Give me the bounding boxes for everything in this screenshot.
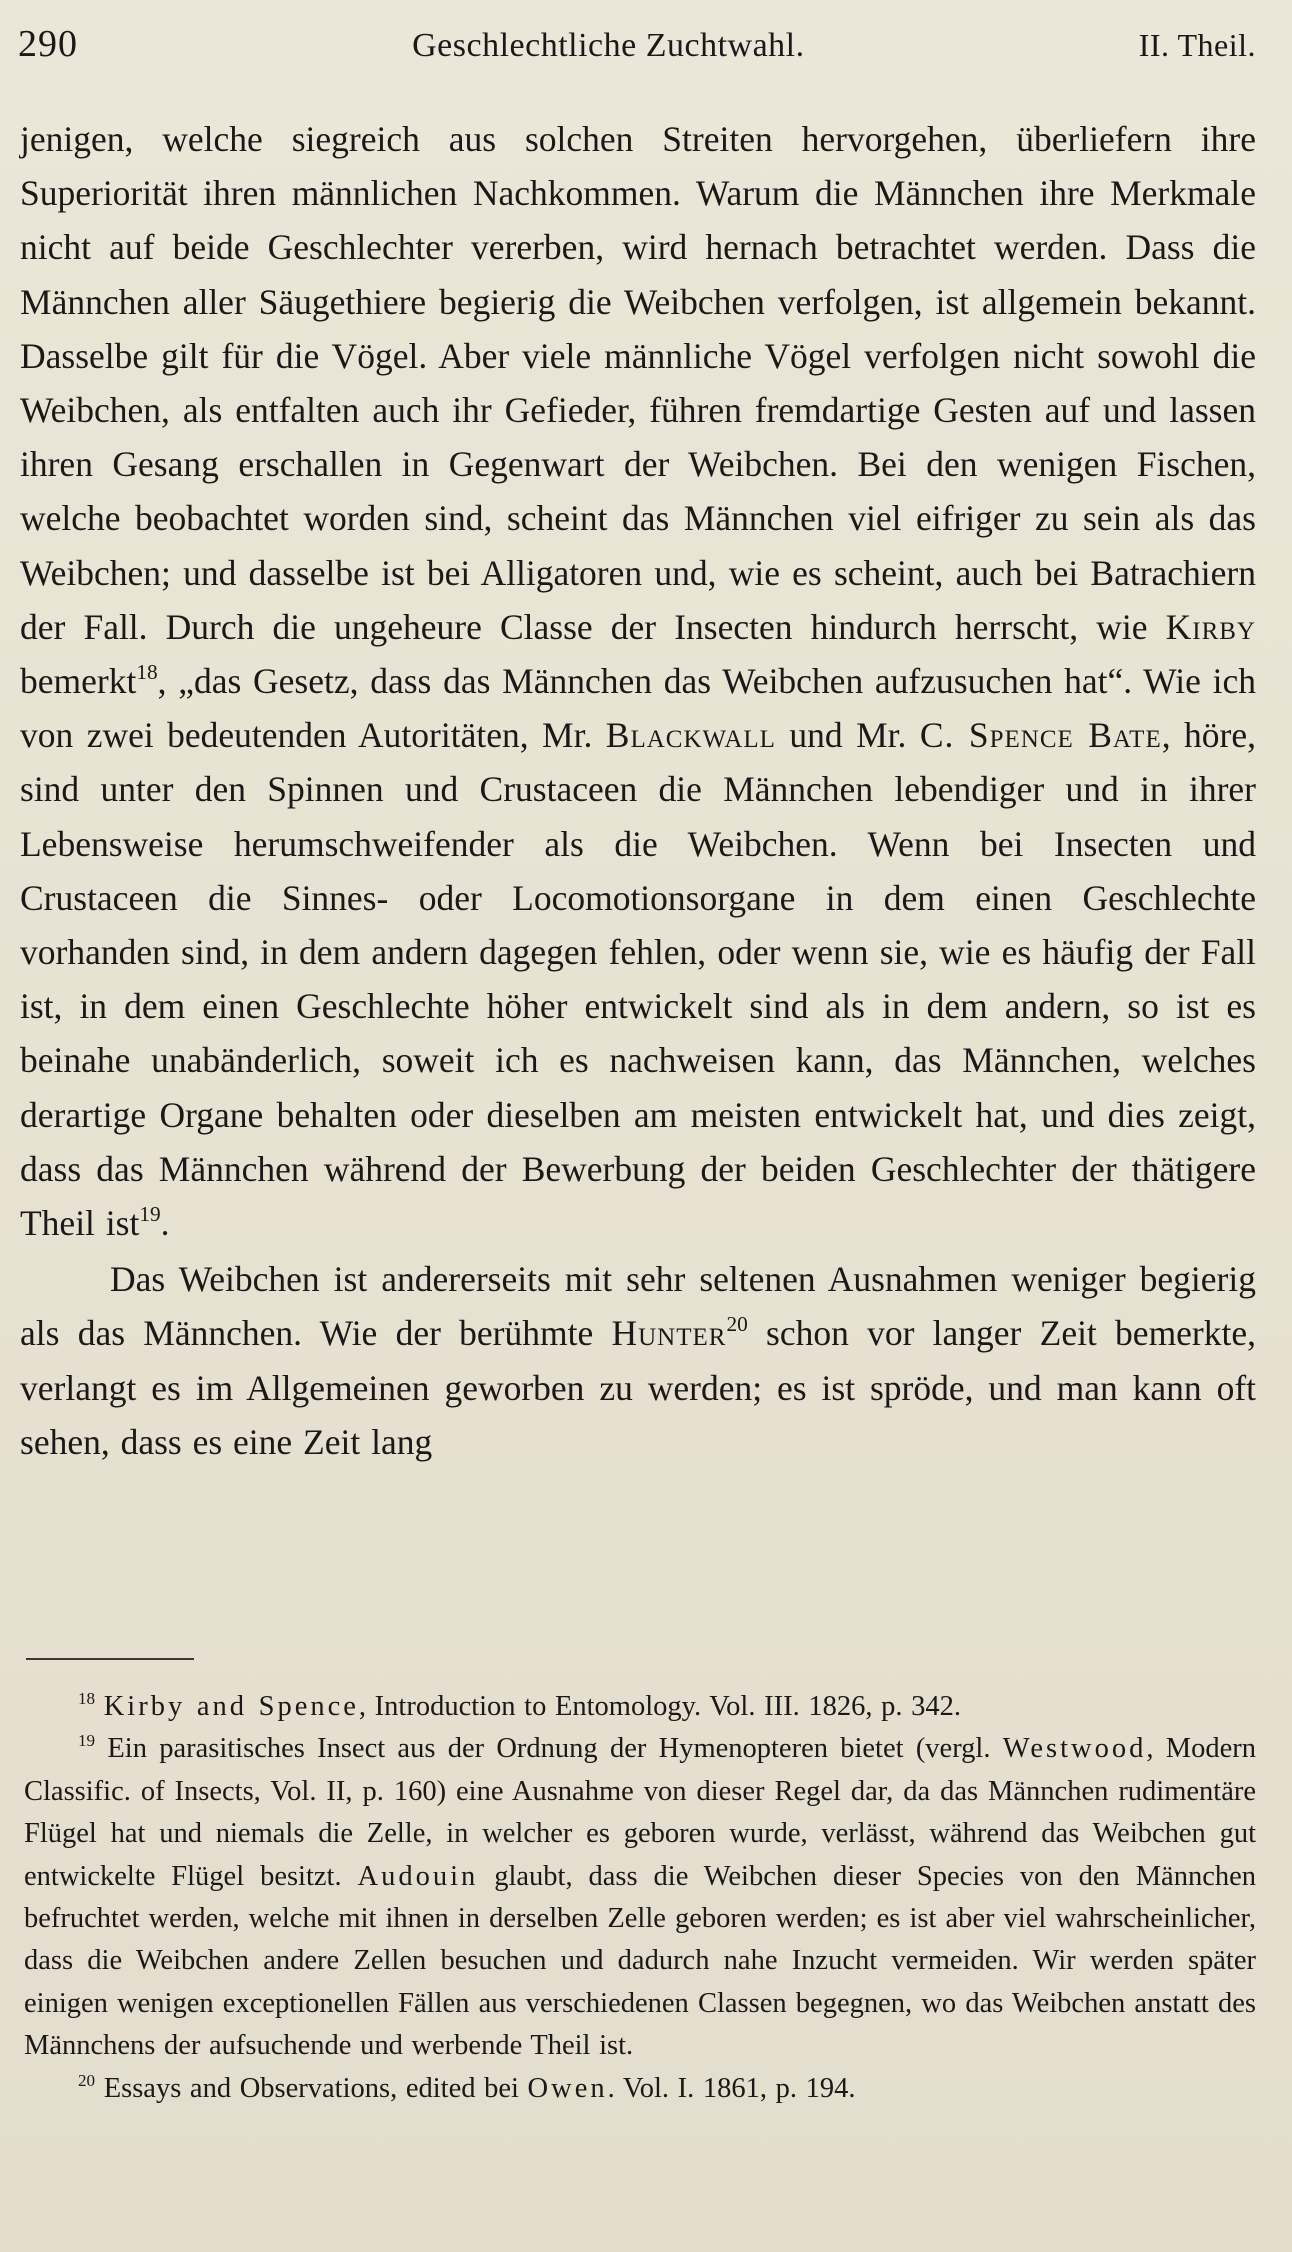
text-span: . Vol. I. 1861, p. 194. (607, 2072, 856, 2104)
text-span: schon vor langer Zeit bemerkte, verlangt es im Allgemeinen geworben zu werden; es ist spröde, und man kann oft sehen, dass es eine Zeit lang (20, 1313, 1257, 1462)
footnote-mark: 18 (78, 1688, 96, 1708)
text-span: . (160, 1203, 170, 1244)
footnote-divider (26, 1658, 194, 1660)
footnotes (24, 1686, 1256, 2110)
running-title: Geschlechtliche Zuchtwahl. (412, 27, 805, 64)
paragraph-2 (20, 1252, 1256, 1469)
footnote-ref-19: 19 (139, 1202, 161, 1227)
text-span: , „das Gesetz, dass das Männchen das Weibchen aufzusuchen hat“. Wie ich von zwei bedeutenden Autoritäten, Mr. (20, 661, 1256, 756)
paragraph-1 (20, 112, 1256, 1250)
text-span: Das Weibchen ist andererseits mit sehr seltenen Ausnahmen weniger begierig als das Männchen. Wie der berühmte (20, 1259, 1256, 1354)
footnote-19 (24, 1728, 1256, 2067)
text-span: bemerkt (20, 661, 137, 702)
text-span: jenigen, welche siegreich aus solchen Streiten hervorgehen, überliefern ihre Superiorität ihren männlichen Nachkommen. Warum die Männchen ihre Merkmale nicht auf beide Geschlechter vererben, wird hernach betrachtet werden. Dass die Männchen aller Säugethiere begierig die Weibchen verfolgen, ist allgemein bekannt. Dasselbe gilt für die Vögel. Aber viele männliche Vögel verfolgen nicht sowohl die Weibchen, als entfalten auch ihr Gefieder, führen fremdartige Gesten auf und lassen ihren Gesang erschallen in Gegenwart der Weibchen. Bei den wenigen Fischen, welche beobachtet worden sind, scheint das Männchen viel eifriger zu sein als das Weibchen; und dasselbe ist bei Alligatoren und, wie es scheint, auch bei Batrachiern der Fall. Durch die ungeheure Classe der Insecten hindurch herrscht, wie (20, 119, 1256, 647)
footnote-18 (24, 1686, 1256, 1728)
text-span: und Mr. (775, 715, 920, 756)
text-span: , höre, sind unter den Spinnen und Crustaceen die Männchen lebendiger und in ihrer Lebensweise herumschweifender als die Weibchen. Wenn bei Insecten und Crustaceen die Sinnes- oder Locomotionsorgane in dem einen Geschlechte vorhanden sind, in dem andern dagegen fehlen, oder wenn sie, wie es häufig der Fall ist, in dem einen Geschlechte höher entwickelt sind als in dem andern, so ist es beinahe unabänderlich, soweit ich es nachweisen kann, das Männchen, welches derartige Organe behalten oder dieselben am meisten entwickelt hat, und dies zeigt, dass das Männchen während der Bewerbung der beiden Geschlechter der thätigere Theil ist (20, 715, 1256, 1244)
text-span: Essays and Observations, edited bei (95, 2072, 528, 2104)
text-span: Ein parasitisches Insect aus der Ordnung der Hymenopteren bietet (vergl. (95, 1733, 1003, 1765)
author-name-blackwall: Blackwall (605, 715, 776, 756)
author-name-owen: Owen (527, 2072, 608, 2104)
footnote-ref-18: 18 (136, 660, 158, 685)
footnote-mark: 19 (78, 1731, 96, 1751)
footnote-ref-20: 20 (726, 1312, 748, 1337)
author-name-kirby: Kirby (1165, 606, 1256, 647)
text-span (95, 1691, 104, 1722)
author-name-audouin: Audouin (357, 1860, 479, 1892)
author-name-westwood: Westwood (1002, 1733, 1147, 1765)
footnote-mark: 20 (78, 2070, 96, 2090)
running-head (18, 22, 1256, 82)
text-span: , Modern Classific. of Insects, Vol. II, p. 160) eine Ausnahme von dieser Regel dar, da das Männchen rudimentäre Flügel hat und niemals die Zelle, in welcher es geboren wurde, verlässt, während das Weibchen gut entwickelte Flügel besitzt. (24, 1733, 1256, 1892)
author-name-spence-bate: C. Spence Bate (919, 715, 1162, 756)
part-label: II. Theil. (1138, 27, 1256, 63)
text-span: glaubt, dass die Weibchen dieser Species von den Männchen befruchtet werden, welche mit ihnen in derselben Zelle geboren werden; es ist aber viel wahrscheinlicher, dass die Weibchen andere Zellen besuchen und dadurch nahe Inzucht vermeiden. Wir werden später einigen wenigen exceptionellen Fällen aus verschiedenen Classen begegnen, wo das Weibchen anstatt des Männchens der aufsuchende und werbende Theil ist. (24, 1860, 1256, 2062)
author-name-spaced: Kirby and Spence (103, 1691, 359, 1722)
text-span: , Introduction to Entomology. Vol. III. 1826, p. 342. (358, 1691, 961, 1722)
body-text (20, 112, 1256, 1469)
author-name-hunter: Hunter (611, 1313, 727, 1354)
page-number: 290 (18, 23, 78, 65)
footnote-20 (24, 2068, 1256, 2110)
